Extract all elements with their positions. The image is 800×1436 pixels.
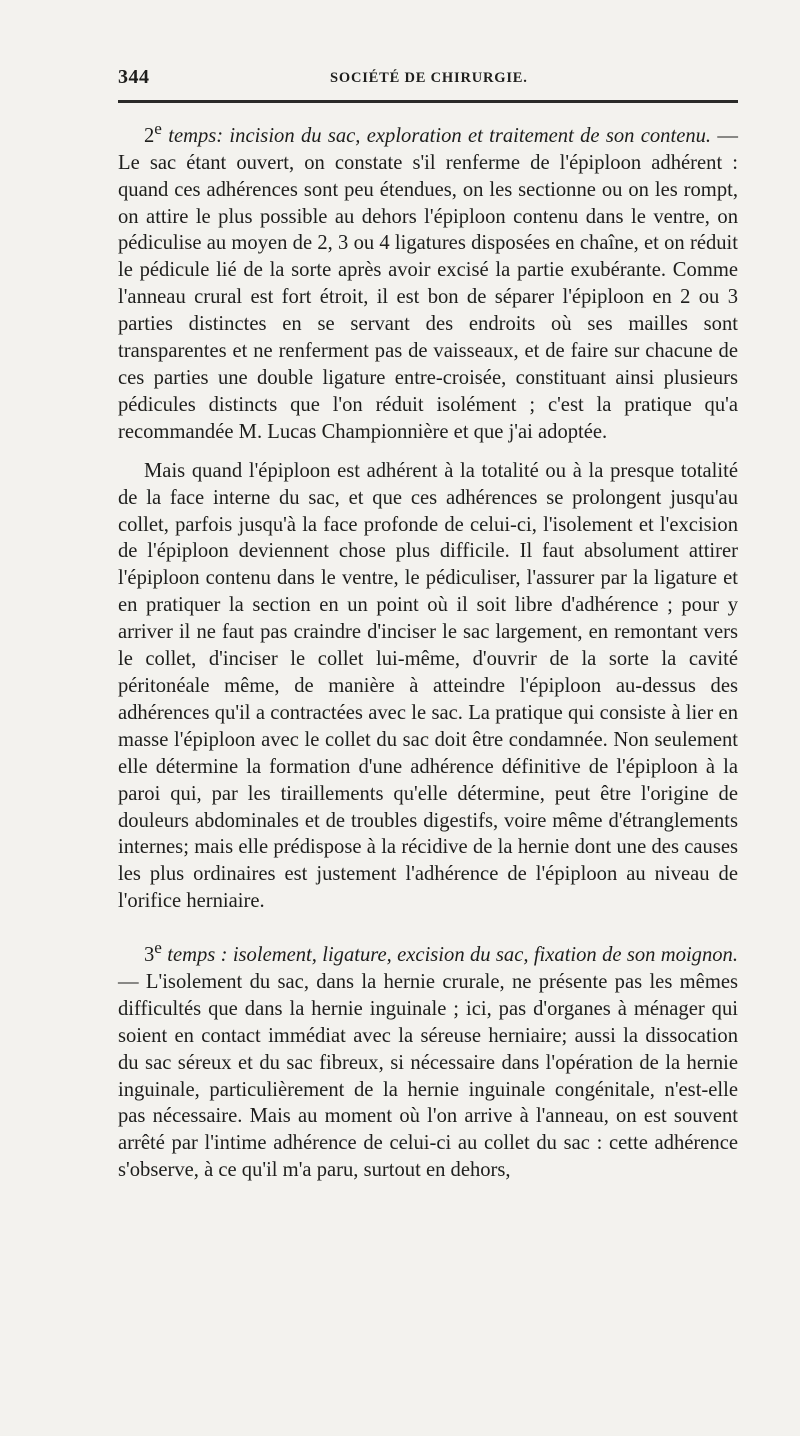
step-superscript: e — [154, 119, 162, 138]
body-text — [118, 116, 738, 1196]
paragraph-adherent-epiploon — [118, 458, 738, 915]
running-head: SOCIÉTÉ DE CHIRURGIE. — [330, 70, 528, 86]
step-number: 2 — [144, 124, 155, 147]
page-header — [118, 64, 738, 94]
header-rule — [118, 100, 738, 103]
step-heading: temps: incision du sac, exploration et traitement de son contenu. — [161, 124, 712, 147]
paragraph-third-step — [118, 935, 738, 1184]
paragraph-text: Mais quand l'épiploon est adhérent à la totalité ou à la presque totalité de la face interne du sac, et que ces adhérences se prolongent jusqu'au collet, parfois jusqu'à la face profonde de celui-ci, l'isolement et l'excision de l'épiploon deviennent chose plus difficile. Il faut absolument attirer l'épiploon contenu dans le ventre, le pédiculiser, l'assurer par la ligature et en pratiquer la section en un point où il soit libre d'adhérence ; pour y arriver il ne faut pas craindre d'inciser le sac largement, en remontant vers le collet, d'inciser le collet lui-même, d'ouvrir de la sorte la cavité péritonéale même, de manière à atteindre l'épiploon au-dessus des adhérences qu'il a contractées avec le sac. La pratique qui consiste à lier en masse l'épiploon avec le collet du sac doit être condamnée. Non seulement elle détermine la formation d'une adhérence définitive de l'épiploon à la paroi qui, par les tiraillements qu'elle détermine, peut être l'origine de douleurs abdominales et de troubles digestifs, voire même d'étranglements internes; mais elle prédispose à la récidive de la hernie dont une des causes les plus ordinaires est justement l'adhérence de l'épiploon au niveau de l'orifice herniaire. — [118, 459, 738, 913]
page-number: 344 — [118, 66, 150, 88]
step-number: 3 — [144, 944, 155, 966]
step-heading: temps : isolement, ligature, excision du sac, fixation de son moignon. — [161, 944, 738, 966]
paragraph-text: — L'isolement du sac, dans la hernie crurale, ne présente pas les mêmes difficultés que dans la hernie inguinale ; ici, pas d'organes à ménager qui soient en contact immédiat avec la séreuse herniaire; aussi la dissocation du sac séreux et du sac fibreux, si nécessaire dans l'opération de la hernie inguinale, particulièrement de la hernie inguinale congénitale, n'est-elle pas nécessaire. Mais au moment où l'on arrive à l'anneau, on est souvent arrêté par l'intime adhérence de celui-ci au collet du sac : cette adhérence s'observe, à ce qu'il m'a paru, surtout en dehors, — [118, 970, 738, 1182]
paragraph-text: — Le sac étant ouvert, on constate s'il renferme de l'épiploon adhérent : quand ces adhérences sont peu étendues, on les sectionne ou on les rompt, on attire le plus possible au dehors l'épiploon contenu dans le ventre, on pédiculise au moyen de 2, 3 ou 4 ligatures disposées en chaîne, et on réduit le pédicule lié de la sorte après avoir excisé la partie exubérante. Comme l'anneau crural est fort étroit, il est bon de séparer l'épiploon en 2 ou 3 parties distinctes en se servant des endroits où ses mailles sont transparentes et ne renferment pas de vaisseaux, et de faire sur chacune de ces parties une double ligature entre-croisée, constituant ainsi plusieurs pédicules distincts que l'on réduit isolément ; c'est la pratique qu'a recommandée M. Lucas Championnière et que j'ai adoptée. — [118, 124, 738, 443]
step-superscript: e — [154, 938, 162, 958]
paragraph-second-step — [118, 116, 738, 446]
